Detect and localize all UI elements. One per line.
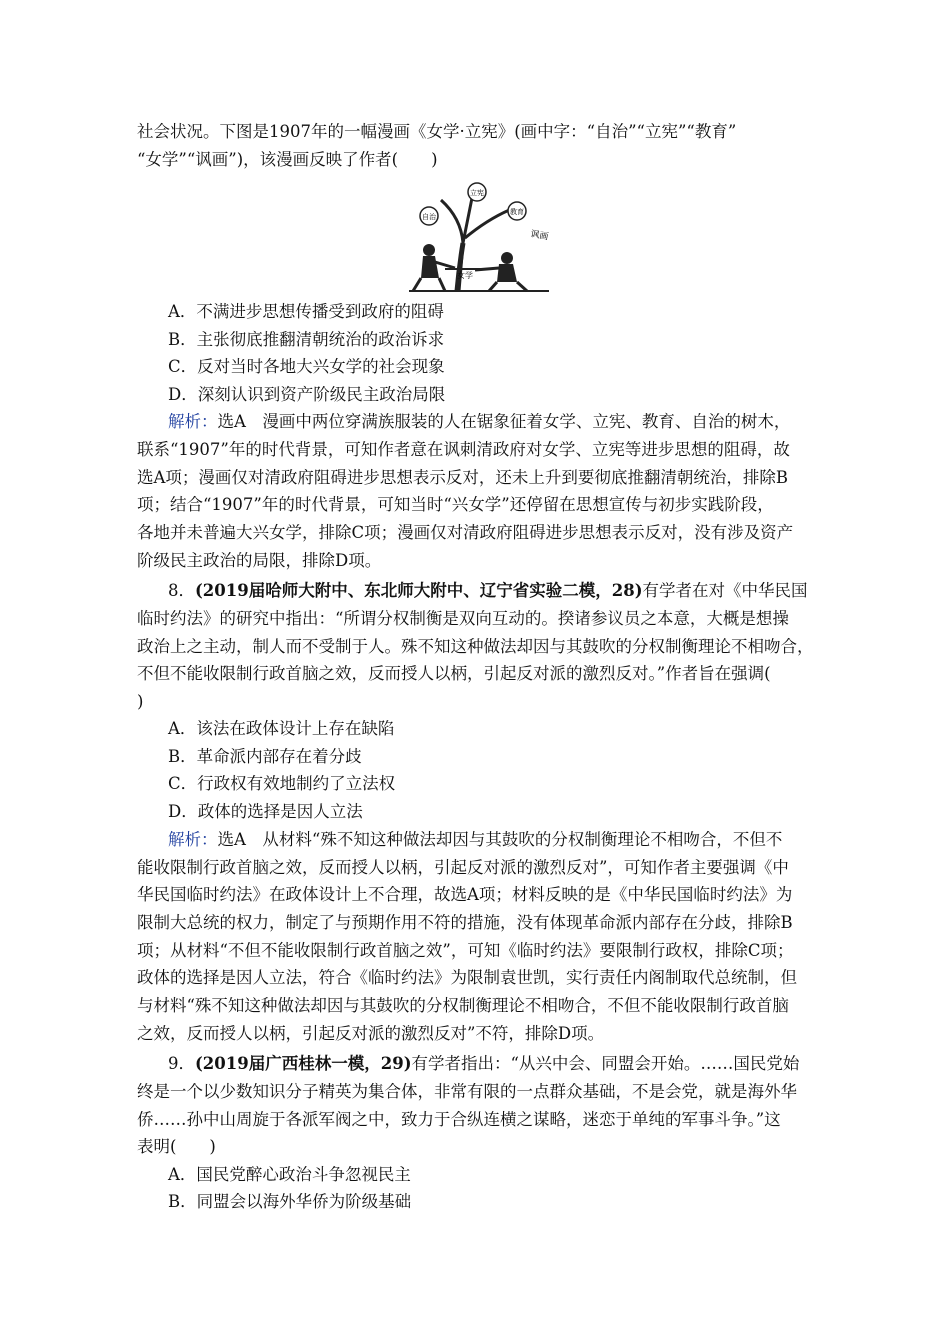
q8-number: 8． bbox=[168, 581, 195, 600]
cartoon-label-fenghua: 讽画 bbox=[529, 229, 550, 243]
q7-analysis-line-1: 解析：选A 漫画中两位穿满族服装的人在锯象征着女学、立宪、教育、自治的树木， bbox=[168, 412, 791, 431]
q7-analysis-label: 解析： bbox=[168, 412, 218, 431]
q8-option-c: C．行政权有效地制约了立法权 bbox=[168, 774, 396, 793]
q8-analysis-line-5: 项；从材料“不但不能收限制行政首脑之效”，可知《临时约法》要限制行政权，排除C项； bbox=[137, 941, 794, 960]
q8-option-a: A．该法在政体设计上存在缺陷 bbox=[168, 719, 395, 738]
q9-stem-line-2: 终是一个以少数知识分子精英为集合体，非常有限的一点群众基础，不是会党，就是海外华 bbox=[137, 1082, 797, 1101]
q8-analysis-label: 解析： bbox=[168, 830, 218, 849]
q8-stem-line-5: ) bbox=[137, 692, 144, 711]
q8-analysis-line-3: 华民国临时约法》在政体设计上不合理，故选A项；材料反映的是《中华民国临时约法》为 bbox=[137, 885, 793, 904]
q8-analysis-line-1: 解析：选A 从材料“殊不知这种做法却因与其鼓吹的分权制衡理论不相吻合，不但不 bbox=[168, 830, 783, 849]
q8-source: (2019届哈师大附中、东北师大附中、辽宁省实验二模，28) bbox=[195, 581, 643, 600]
q8-analysis-line-7: 与材料“殊不知这种做法却因与其鼓吹的分权制衡理论不相吻合，不但不能收限制行政首脑 bbox=[137, 996, 789, 1015]
cartoon-label-lixian: 立宪 bbox=[470, 189, 484, 197]
q8-stem-line-2: 临时约法》的研究中指出：“所谓分权制衡是双向互动的。揆诸参议员之本意，大概是想操 bbox=[137, 609, 789, 628]
q7-option-b: B．主张彻底推翻清朝统治的政治诉求 bbox=[168, 330, 445, 349]
q7-option-d: D．深刻认识到资产阶级民主政治局限 bbox=[168, 385, 446, 404]
cartoon-label-zizhi: 自治 bbox=[422, 213, 436, 221]
cartoon-figure-right bbox=[475, 252, 527, 291]
cartoon-label-jiaoyu: 教育 bbox=[510, 208, 524, 216]
q8-stem-line-4: 不但不能收限制行政首脑之效，反而授人以柄，引起反对派的激烈反对。”作者旨在强调( bbox=[137, 664, 771, 683]
q9-stem-line-3: 侨……孙中山周旋于各派军阀之中，致力于合纵连横之谋略，迷恋于单纯的军事斗争。”这 bbox=[137, 1110, 781, 1129]
cartoon-illustration bbox=[399, 178, 557, 298]
q8-stem-line-3: 政治上之主动，制人而不受制于人。殊不知这种做法却因与其鼓吹的分权制衡理论不相吻合， bbox=[137, 637, 814, 656]
q9-stem-line-1: 9．(2019届广西桂林一模，29)有学者指出：“从兴中会、同盟会开始。……国民党始 bbox=[168, 1054, 800, 1073]
q7-analysis-line-3: 选A项；漫画仅对清政府阻碍进步思想表示反对，还未上升到要彻底推翻清朝统治，排除B bbox=[137, 468, 789, 487]
q8-stem-line-1: 8．(2019届哈师大附中、东北师大附中、辽宁省实验二模，28)有学者在对《中华民国 bbox=[168, 581, 808, 600]
q9-option-b: B．同盟会以海外华侨为阶级基础 bbox=[168, 1192, 412, 1211]
intro-line-2: “女学”“讽画”)，该漫画反映了作者( ) bbox=[137, 150, 438, 169]
intro-line-1: 社会状况。下图是1907年的一幅漫画《女学·立宪》(画中字：“自治”“立宪”“教育” bbox=[137, 122, 737, 141]
q8-analysis-line-6: 政体的选择是因人立法，符合《临时约法》为限制袁世凯，实行责任内阁制取代总统制，但 bbox=[137, 968, 797, 987]
q7-option-a: A．不满进步思想传播受到政府的阻碍 bbox=[168, 302, 444, 321]
cartoon-figure-left bbox=[413, 244, 455, 291]
cartoon-label-nvxue: 女学 bbox=[457, 271, 473, 280]
q8-option-b: B．革命派内部存在着分歧 bbox=[168, 747, 362, 766]
q7-analysis-line-2: 联系“1907”年的时代背景，可知作者意在讽刺清政府对女学、立宪等进步思想的阻碍，故 bbox=[137, 440, 790, 459]
q8-analysis-line-4: 限制大总统的权力，制定了与预期作用不符的措施，没有体现革命派内部存在分歧，排除B bbox=[137, 913, 793, 932]
q7-analysis-line-4: 项；结合“1907”年的时代背景，可知当时“兴女学”还停留在思想宣传与初步实践阶段， bbox=[137, 495, 774, 514]
q9-stem-line-4: 表明( ) bbox=[137, 1137, 216, 1156]
q7-option-c: C．反对当时各地大兴女学的社会现象 bbox=[168, 357, 445, 376]
q7-analysis-line-6: 阶级民主政治的局限，排除D项。 bbox=[137, 551, 382, 570]
q8-analysis-line-2: 能收限制行政首脑之效，反而授人以柄，引起反对派的激烈反对”，可知作者主要强调《中 bbox=[137, 858, 789, 877]
q9-number: 9． bbox=[168, 1054, 195, 1073]
q8-option-d: D．政体的选择是因人立法 bbox=[168, 802, 363, 821]
q7-analysis-line-5: 各地并未普遍大兴女学，排除C项；漫画仅对清政府阻碍进步思想表示反对，没有涉及资产 bbox=[137, 523, 794, 542]
q9-option-a: A．国民党醉心政治斗争忽视民主 bbox=[168, 1165, 411, 1184]
q8-analysis-line-8: 之效，反而授人以柄，引起反对派的激烈反对”不符，排除D项。 bbox=[137, 1024, 605, 1043]
q9-source: (2019届广西桂林一模，29) bbox=[195, 1054, 412, 1073]
